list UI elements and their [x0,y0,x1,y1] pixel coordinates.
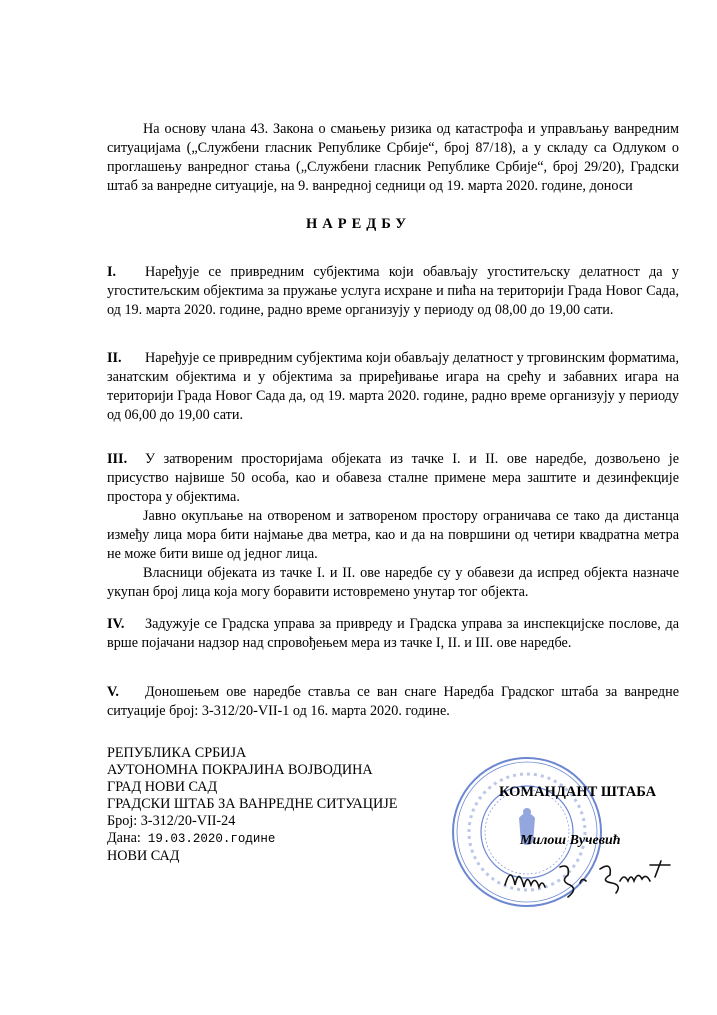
issuer-line: ГРАДСКИ ШТАБ ЗА ВАНРЕДНЕ СИТУАЦИЈЕ [107,796,398,812]
section-paragraph: Власници објеката из тачке I. и II. ове наредбе су у обавези да испред објекта назначе укупан број лица која могу боравити истовремено унутар тог објекта. [107,565,679,600]
issuer-line: ГРАД НОВИ САД [107,779,218,795]
section-1 [107,263,679,320]
document-date [107,830,397,848]
section-number: I. [107,264,117,280]
section-5 [107,683,679,721]
preamble: На основу члана 43. Закона о смањењу ризика од катастрофа и управљању ванредним ситуацијама („Службени гласник Републике Србије“, број 87/18), а у складу са Одлуком о проглашењу ванредног стања („Службени гласник Републике Србије“, број 29/20), Градски штаб за ванредне ситуације, на 9. ванредној седници од 19. марта 2020. године, доноси [107,121,679,194]
section-4 [107,615,679,653]
section-text: Наређује се привредним субјектима који обављају делатност у трговинским форматима, занатским објектима и у објектима за приређивање игара на срећу и забавних игара на територији Града Новог Сада да, од 19. марта 2020. године, радно време организују у периоду од 06,00 до 19,00 сати. [107,350,679,423]
document-number: Број: 3-312/20-VII-24 [107,813,236,829]
date-label: Дана: [107,830,141,846]
section-text: Задужује се Градска управа за привреду и Градска управа за инспекцијске послове, да врше појачани надзор над спровођењем мера из тачке I, II. и III. ове наредбе. [107,616,679,651]
section-text: Доношењем ове наредбе ставља се ван снаге Наредба Градског штаба за ванредне ситуације број: 3-312/20-VII-1 од 16. марта 2020. године. [107,684,679,719]
section-text: Наређује се привредним субјектима који обављају угоститељску делатност да у угоститељским објектима за пружање услуга исхране и пића на територији Града Новог Сада, од 19. марта 2020. године, радно време организују у периоду од 08,00 до 19,00 сати. [107,264,679,318]
section-text: У затвореним просторијама објеката из тачке I. и II. ове наредбе, дозвољено је присуство највише 50 особа, као и обавеза сталне примене мера заштите и дезинфекције простора у објектима. [107,451,679,505]
issuer-line: АУТОНОМНА ПОКРАЈИНА ВОЈВОДИНА [107,762,373,778]
signatory-name: Милош Вучевић [520,833,621,848]
section-number: II. [107,350,122,366]
section-number: IV. [107,616,125,632]
issuer-line: РЕПУБЛИКА СРБИЈА [107,745,247,761]
date-value: 19.03.2020.године [147,832,276,846]
section-3 [107,450,679,602]
document-title: НАРЕДБУ [306,216,411,232]
document-city: НОВИ САД [107,848,180,864]
issuer-block [107,745,397,865]
section-paragraph: Јавно окупљање на отвореном и затвореном простору ограничава се тако да дистанца између лица мора бити најмање два метра, као и да на површини од четири квадратна метра не може бити више од једног лица. [107,508,679,562]
section-number: V. [107,684,119,700]
signatory-role: КОМАНДАНТ ШТАБА [499,784,657,800]
section-number: III. [107,451,128,467]
handwritten-signature-icon [500,855,680,900]
section-2 [107,349,679,425]
